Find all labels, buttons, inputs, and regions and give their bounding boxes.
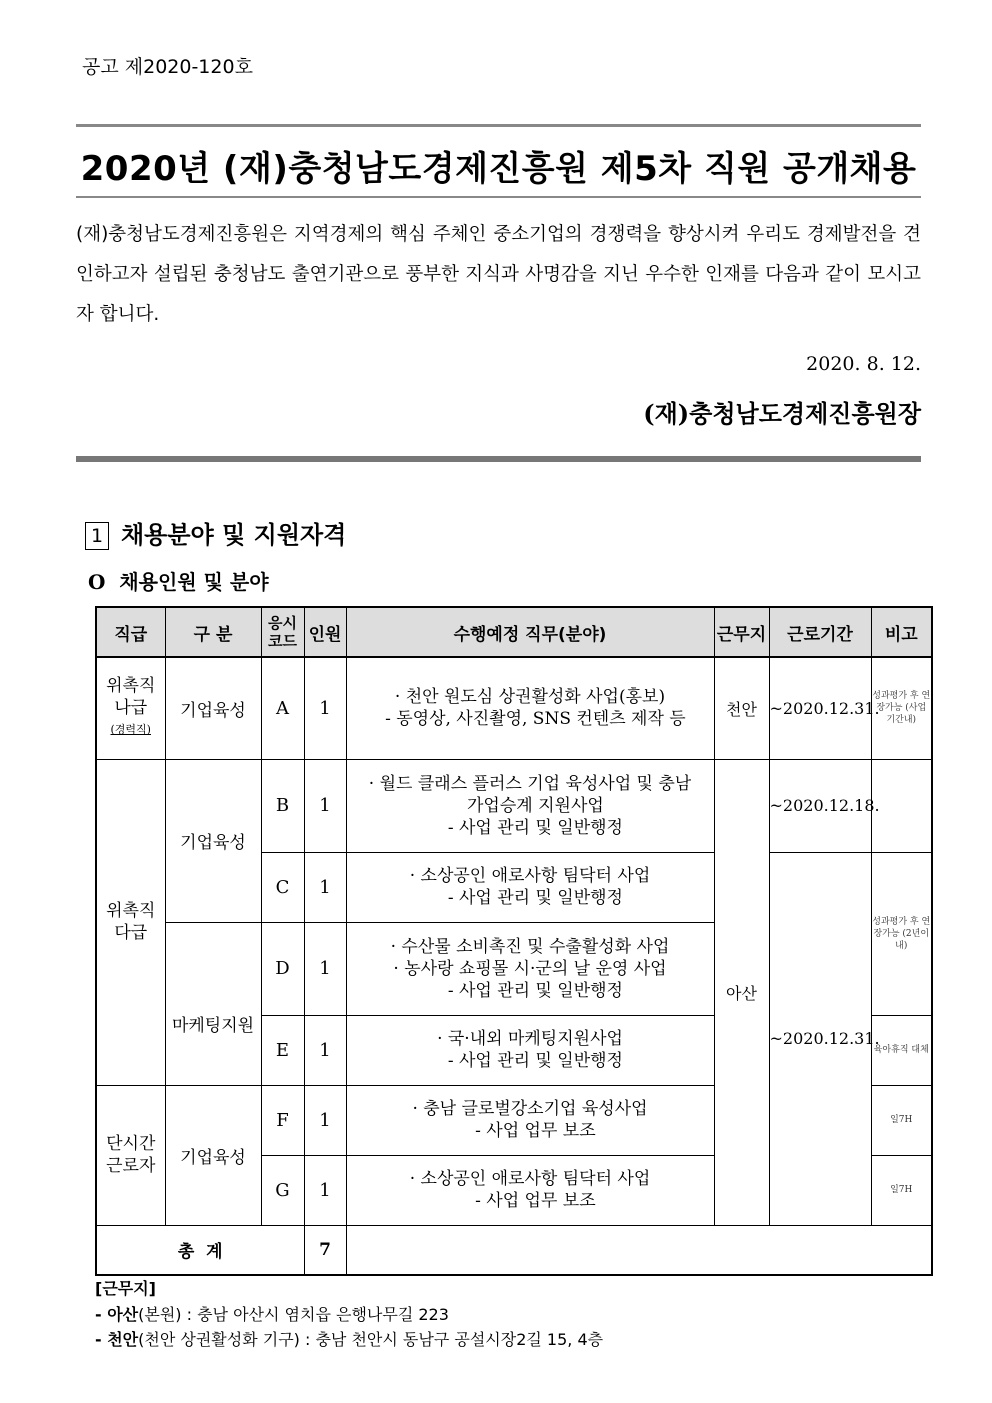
footer-dash: -: [95, 1330, 108, 1349]
notice-date: 2020. 8. 12.: [806, 353, 921, 375]
level-na-label: 위촉직 나급: [106, 676, 156, 719]
level-da: 위촉직 다급: [96, 759, 165, 1085]
duty-cell: [346, 922, 714, 1015]
duty-line: · 소상공인 애로사항 팀닥터 사업: [409, 1169, 651, 1189]
count-cell: 1: [304, 1155, 346, 1225]
duty-line: · 농사랑 쇼핑몰 시·군의 날 운영 사업: [393, 958, 667, 979]
period-b: ~2020.12.18.: [769, 759, 871, 852]
location-cheonan: 천안: [714, 657, 769, 759]
division-biz: 기업육성: [165, 1085, 261, 1225]
signer: (재)충청남도경제진흥원장: [643, 399, 921, 428]
total-label: 총 계: [96, 1225, 304, 1275]
code-cell: C: [261, 852, 304, 922]
code-cell: E: [261, 1015, 304, 1085]
duty-line: · 월드 클래스 플러스 기업 육성사업 및 충남: [368, 773, 692, 794]
section-divider: [76, 456, 921, 462]
duty-line: - 사업 관리 및 일반행정: [437, 1051, 623, 1071]
top-rule: [76, 124, 921, 127]
division-biz: 기업육성: [165, 759, 261, 922]
duty-line: - 동영상, 사진촬영, SNS 컨텐츠 제작 등: [374, 709, 686, 730]
duty-line: - 사업 업무 보조: [464, 1121, 596, 1141]
footer-heading: [근무지]: [95, 1279, 156, 1298]
table-row: [96, 759, 932, 852]
footer-asan: [95, 1302, 449, 1325]
duty-line: - 사업 관리 및 일반행정: [437, 888, 623, 908]
header-level: 직급: [96, 607, 165, 657]
count-cell: 1: [304, 852, 346, 922]
header-count: 인원: [304, 607, 346, 657]
count-cell: 1: [304, 1085, 346, 1155]
code-cell: F: [261, 1085, 304, 1155]
duty-line: · 소상공인 애로사항 팀닥터 사업: [409, 866, 651, 886]
count-cell: 1: [304, 657, 346, 759]
intro-paragraph: (재)충청남도경제진흥원은 지역경제의 핵심 주체인 중소기업의 경쟁력을 향상시켜 우리도 경제발전을 견인하고자 설립된 충청남도 출연기관으로 풍부한 지식과 사명감을 지닌 우수한 인재를 다음과 같이 모시고자 합니다.: [76, 224, 921, 325]
duty-line: 가업승계 지원사업: [456, 795, 604, 816]
notice-number: 공고 제2020-120호: [82, 56, 253, 78]
duty-cell: [346, 657, 714, 759]
header-period: 근로기간: [769, 607, 871, 657]
duty-line: - 사업 관리 및 일반행정: [437, 980, 623, 1001]
title-rule: [76, 196, 921, 198]
duty-line: · 천안 원도심 상권활성화 사업(홍보): [394, 687, 666, 708]
footer-cheonan-name: 천안: [107, 1330, 139, 1349]
code-cell: B: [261, 759, 304, 852]
sub-title: 채용인원 및 분야: [119, 570, 269, 594]
footer-cheonan: [95, 1327, 603, 1350]
total-value: 7: [304, 1225, 346, 1275]
duty-cell: [346, 852, 714, 922]
duty-line: · 충남 글로벌강소기업 육성사업: [412, 1099, 648, 1119]
table-row: [96, 657, 932, 759]
duty-line: · 수산물 소비촉진 및 수출활성화 사업: [390, 936, 670, 957]
code-cell: D: [261, 922, 304, 1015]
note-g: 일7H: [871, 1155, 932, 1225]
count-cell: 1: [304, 759, 346, 852]
level-na-sub: (경력직): [110, 723, 151, 737]
code-cell: A: [261, 657, 304, 759]
duty-line: - 사업 업무 보조: [464, 1191, 596, 1211]
sub-bullet: O: [88, 570, 106, 594]
count-cell: 1: [304, 1015, 346, 1085]
header-location: 근무지: [714, 607, 769, 657]
division-biz: 기업육성: [165, 657, 261, 759]
note-a: 성과평가 후 연장가능 (사업 기간내): [871, 657, 932, 759]
period-a: ~2020.12.31.: [769, 657, 871, 759]
duty-cell: [346, 1015, 714, 1085]
footer-asan-name: 아산: [107, 1305, 139, 1324]
duty-cell: [346, 759, 714, 852]
total-blank: [346, 1225, 932, 1275]
section-title: 채용분야 및 지원자격: [121, 521, 347, 549]
header-division: 구 분: [165, 607, 261, 657]
duty-cell: [346, 1085, 714, 1155]
note-e: 육아휴직 대체: [871, 1015, 932, 1085]
count-cell: 1: [304, 922, 346, 1015]
level-part: 단시간 근로자: [96, 1085, 165, 1225]
header-code: 응시 코드: [261, 607, 304, 657]
note-b: [871, 759, 932, 852]
period-rest: ~2020.12.31.: [769, 852, 871, 1225]
duty-line: · 국·내외 마케팅지원사업: [437, 1029, 623, 1049]
section-number: 1: [85, 522, 109, 550]
location-asan: 아산: [714, 759, 769, 1225]
footer-asan-address: (본원) : 충남 아산시 염치읍 은행나무길 223: [138, 1305, 449, 1324]
duty-line: - 사업 관리 및 일반행정: [437, 817, 623, 838]
page-title: 2020년 (재)충청남도경제진흥원 제5차 직원 공개채용: [80, 149, 917, 189]
table-header-row: [96, 607, 932, 657]
footer-dash: -: [95, 1305, 108, 1324]
duty-cell: [346, 1155, 714, 1225]
level-na: [96, 657, 165, 759]
section-heading: [85, 515, 346, 550]
header-note: 비고: [871, 607, 932, 657]
code-cell: G: [261, 1155, 304, 1225]
recruitment-table: [95, 606, 933, 1276]
division-marketing: 마케팅지원: [165, 922, 261, 1085]
total-row: [96, 1225, 932, 1275]
note-f: 일7H: [871, 1085, 932, 1155]
note-cd: 성과평가 후 연장가능 (2년이내): [871, 852, 932, 1015]
footer-cheonan-address: (천안 상권활성화 기구) : 충남 천안시 동남구 공설시장2길 15, 4층: [138, 1330, 604, 1349]
sub-heading: [88, 566, 269, 595]
header-duty: 수행예정 직무(분야): [346, 607, 714, 657]
